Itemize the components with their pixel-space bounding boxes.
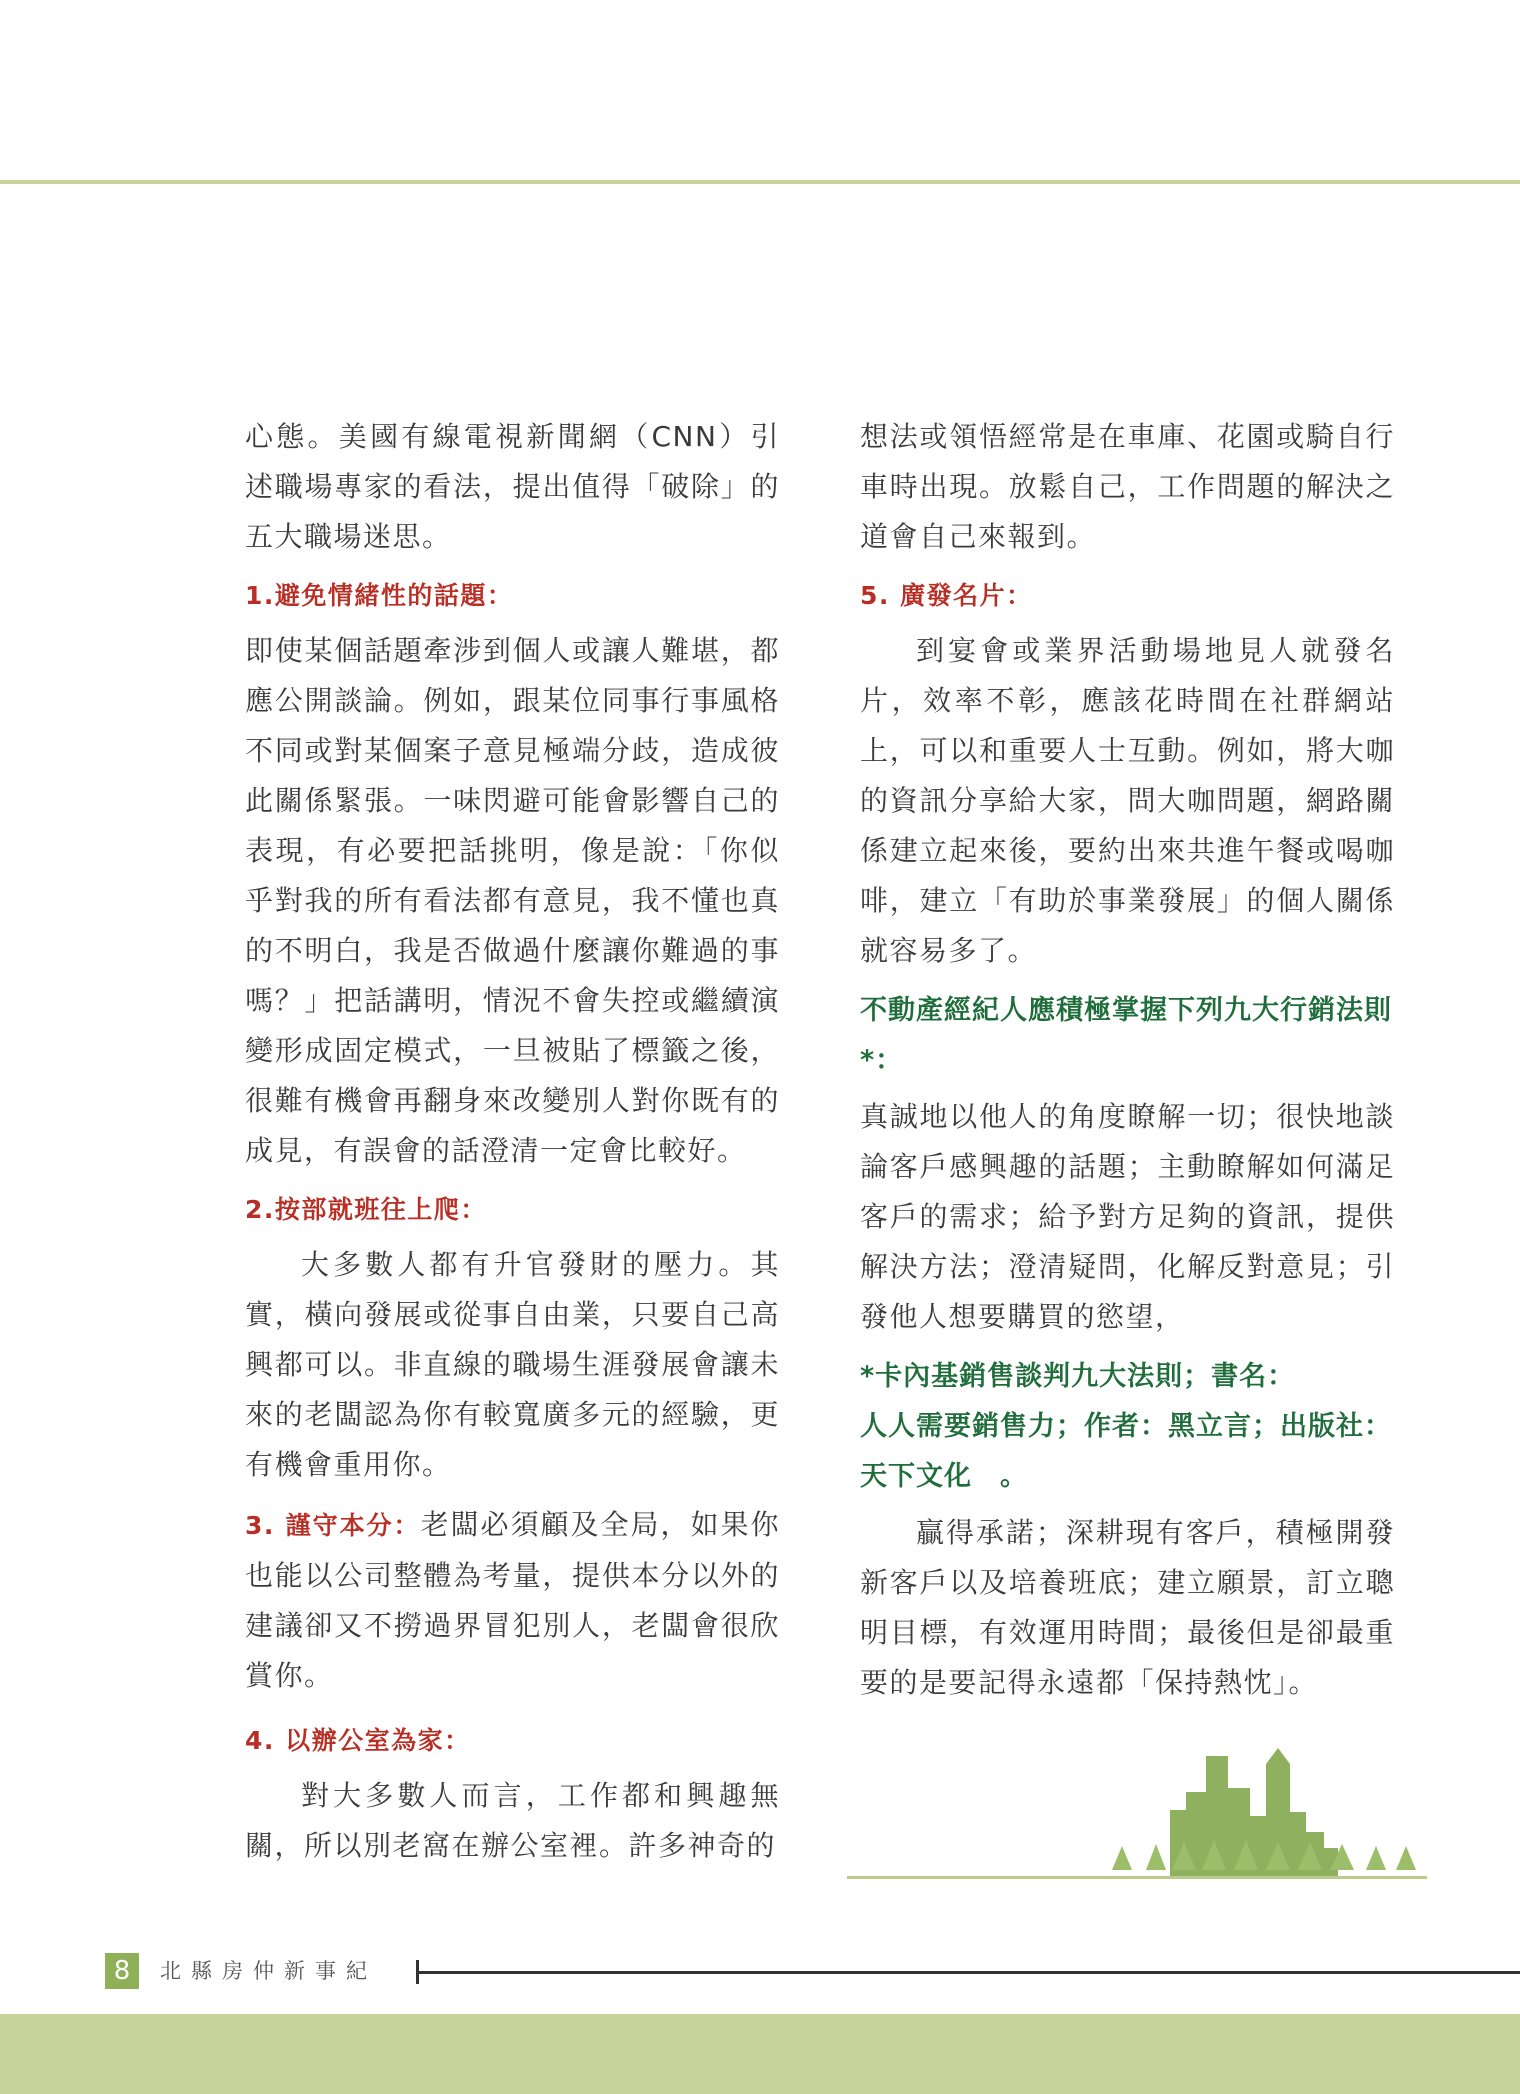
bottom-band <box>0 2014 1520 2094</box>
city-skyline-icon <box>1110 1748 1430 1882</box>
section-heading-2: 2.按部就班往上爬： <box>245 1195 487 1224</box>
closing-paragraph: 贏得承諾；深耕現有客戶，積極開發新客戶以及培養班底；建立願景，訂立聰明目標，有效運用時間；最後但是卻最重要的是要記得永遠都「保持熱忱」。 <box>860 1516 1395 1699</box>
top-divider <box>0 180 1520 184</box>
marketing-rules-heading: 不動產經紀人應積極掌握下列九大行銷法則*： <box>860 995 1392 1076</box>
section-body-4: 對大多數人而言，工作都和興趣無關，所以別老窩在辦公室裡。許多神奇的 <box>245 1779 780 1862</box>
book-reference: 人人需要銷售力；作者：黑立言；出版社：天下文化 。 <box>860 1411 1392 1492</box>
section-body-3: 老闆必須顧及全局，如果你也能以公司整體為考量，提供本分以外的建議卻又不撈過界冒犯別人，老闆會很欣賞你。 <box>245 1508 780 1692</box>
continued-paragraph: 想法或領悟經常是在車庫、花園或騎自行車時出現。放鬆自己，工作問題的解決之道會自己來報到。 <box>860 420 1395 553</box>
section-body-1: 即使某個話題牽涉到個人或讓人難堪，都應公開談論。例如，跟某位同事行事風格不同或對某個案子意見極端分歧，造成彼此關係緊張。一味閃避可能會影響自己的表現，有必要把話挑明，像是說：「你似乎對我的所有看法都有意見，我不懂也真的不明白，我是否做過什麼讓你難過的事嗎？」把話講明，情況不會失控或繼續演變形成固定模式，一旦被貼了標籤之後，很難有機會再翻身來改變別人對你既有的成見，有誤會的話澄清一定會比較好。 <box>245 634 780 1167</box>
marketing-rules-body: 真誠地以他人的角度瞭解一切；很快地談論客戶感興趣的話題；主動瞭解如何滿足客戶的需求；給予對方足夠的資訊，提供解決方法；澄清疑問，化解反對意見；引發他人想要購買的慾望， <box>860 1100 1395 1333</box>
section-body-5: 到宴會或業界活動場地見人就發名片，效率不彰，應該花時間在社群網站上，可以和重要人士互動。例如，將大咖的資訊分享給大家，問大咖問題，網路關係建立起來後，要約出來共進午餐或喝咖啡，建立「有助於事業發展」的個人關係就容易多了。 <box>860 634 1395 967</box>
right-column <box>860 412 1395 1718</box>
footer-rule <box>416 1971 1520 1974</box>
section-heading-3: 3. 謹守本分： <box>245 1511 421 1540</box>
section-heading-1: 1.避免情緒性的話題： <box>245 581 514 610</box>
publication-name: 北縣房仲新事紀 <box>160 1959 377 1983</box>
section-heading-5: 5. 廣發名片： <box>860 581 1033 610</box>
section-3 <box>245 1500 780 1701</box>
left-column <box>245 412 780 1881</box>
section-heading-4: 4. 以辦公室為家： <box>245 1726 471 1755</box>
reference-note: *卡內基銷售談判九大法則；書名： <box>860 1361 1296 1392</box>
section-body-2: 大多數人都有升官發財的壓力。其實，橫向發展或從事自由業，只要自己高興都可以。非直線的職場生涯發展會讓未來的老闆認為你有較寬廣多元的經驗，更有機會重用你。 <box>245 1248 780 1481</box>
page-number: 8 <box>105 1953 139 1989</box>
intro-paragraph: 心態。美國有線電視新聞網（CNN）引述職場專家的看法，提出值得「破除」的五大職場迷思。 <box>245 420 780 553</box>
